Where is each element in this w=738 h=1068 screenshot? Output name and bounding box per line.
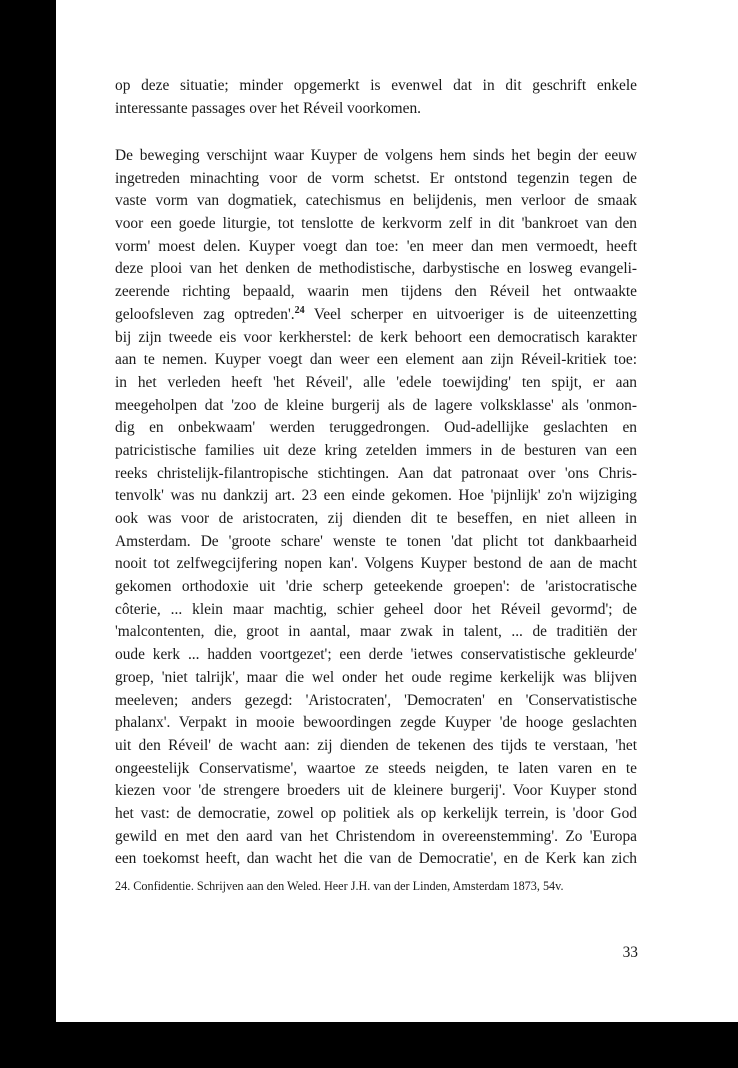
text-line: vaste vorm van dogmatiek, catechismus en belijdenis, men verloor de smaak — [115, 192, 637, 210]
text-line: ook was voor de aristocraten, zij dienden dit te beseffen, en niet alleen in — [115, 510, 637, 527]
text-line: phalanx'. Verpakt in mooie bewoordingen zegde Kuyper 'de hooge geslachten — [115, 714, 637, 732]
text-line: vorm' moest delen. Kuyper voegt dan toe: 'en meer dan men vermoedt, heeft — [115, 237, 637, 255]
text-fragment: geloofsleven zag optreden'. — [115, 305, 295, 323]
text-line: oude kerk ... hadden voortgezet'; een derde 'ietwes conservatistische gekleurde' — [115, 646, 637, 664]
scan-border-bottom — [0, 1022, 738, 1068]
text-line: in het verleden heeft 'het Réveil', alle 'edele toewijding' ten spijt, er aan — [115, 373, 637, 391]
text-line: aan te nemen. Kuyper voegt dan weer een element aan zijn Réveil-kritiek toe: — [115, 351, 637, 369]
text-line: groep, 'niet talrijk', maar die wel onder het oude regime kerkelijk was blijven — [115, 668, 637, 686]
text-line: dig en onbekwaam' werden teruggedrongen. Oud-adellijke geslachten en — [115, 419, 637, 437]
text-line-with-footnote-ref — [115, 304, 637, 327]
text-line: voor een goede liturgie, tot tenslotte de kerkvorm zelf in dit 'bankroet van den — [115, 215, 637, 233]
paragraph-1 — [115, 75, 637, 120]
text-line: bij zijn tweede eis voor kerkherstel: de kerk behoort een democratisch karakter — [115, 328, 637, 346]
text-line: een toekomst heeft, dan wacht het die van de Democratie', en de Kerk kan zich — [115, 850, 637, 868]
text-line: interessante passages over het Réveil voorkomen. — [115, 99, 422, 117]
text-line: gekomen orthodoxie uit 'drie scherp geteekende groepen': de 'aristocratische — [115, 578, 637, 596]
text-line: zeerende richting bepaald, waarin men tijdens den Réveil het ontwaakte — [115, 283, 637, 301]
paragraph-2 — [115, 145, 637, 871]
text-line: reeks christelijk-filantropische stichtingen. Aan dat patronaat over 'ons Chris- — [115, 464, 637, 482]
text-fragment: Veel scherper en uitvoeriger is de uiteenzetting — [304, 305, 637, 323]
footnote-reference: 24 — [294, 304, 305, 316]
text-line: De beweging verschijnt waar Kuyper de volgens hem sinds het begin der eeuw — [115, 147, 637, 164]
text-line: côterie, ... klein maar machtig, schier geheel door het Réveil gevormd'; de — [115, 600, 637, 618]
text-line: het vast: de democratie, zowel op politiek als op kerkelijk terrein, is 'door God — [115, 804, 637, 822]
page-number: 33 — [622, 944, 638, 961]
text-line: ingetreden minachting voor de vorm schetst. Er ontstond tegenzin tegen de — [115, 169, 637, 187]
text-line: meegeholpen dat 'zoo de kleine burgerij als de lagere volksklasse' als 'onmon- — [115, 396, 637, 414]
text-line: uit den Réveil' de wacht aan: zij dienden de tekenen des tijds te verstaan, 'het — [115, 736, 637, 754]
text-line: op deze situatie; minder opgemerkt is evenwel dat in dit geschrift enkele — [115, 77, 637, 94]
text-line: patricistische families uit deze kring zetelden immers in de besturen van een — [115, 441, 637, 459]
text-line: nooit tot zelfwegcijfering nopen kan'. Volgens Kuyper bestond de aan de macht — [115, 555, 637, 573]
text-line: gewild en met den aard van het Christendom in overeenstemming'. Zo 'Europa — [115, 827, 637, 845]
text-line: ongeestelijk Conservatisme', waartoe ze steeds neigden, te laten varen en te — [115, 759, 637, 777]
document-page — [56, 0, 738, 1022]
text-line: 'malcontenten, die, groot in aantal, maar zwak in talent, ... de traditiën der — [115, 623, 637, 641]
text-line: meeleven; anders gezegd: 'Aristocraten', 'Democraten' en 'Conservatistische — [115, 691, 637, 709]
text-line: kiezen voor 'de strengere broeders uit de kleinere burgerij'. Voor Kuyper stond — [115, 782, 637, 800]
text-line: Amsterdam. De 'groote schare' wenste te tonen 'dat plicht tot dankbaarheid — [115, 532, 637, 550]
text-line: tenvolk' was nu dankzij art. 23 een einde gekomen. Hoe 'pijnlijk' zo'n wijziging — [115, 487, 637, 505]
text-line: deze plooi van het denken de methodistische, darbystische en losweg evangeli- — [115, 260, 637, 278]
footnote: 24. Confidentie. Schrijven aan den Weled. Heer J.H. van der Linden, Amsterdam 1873, 54v. — [115, 879, 564, 893]
